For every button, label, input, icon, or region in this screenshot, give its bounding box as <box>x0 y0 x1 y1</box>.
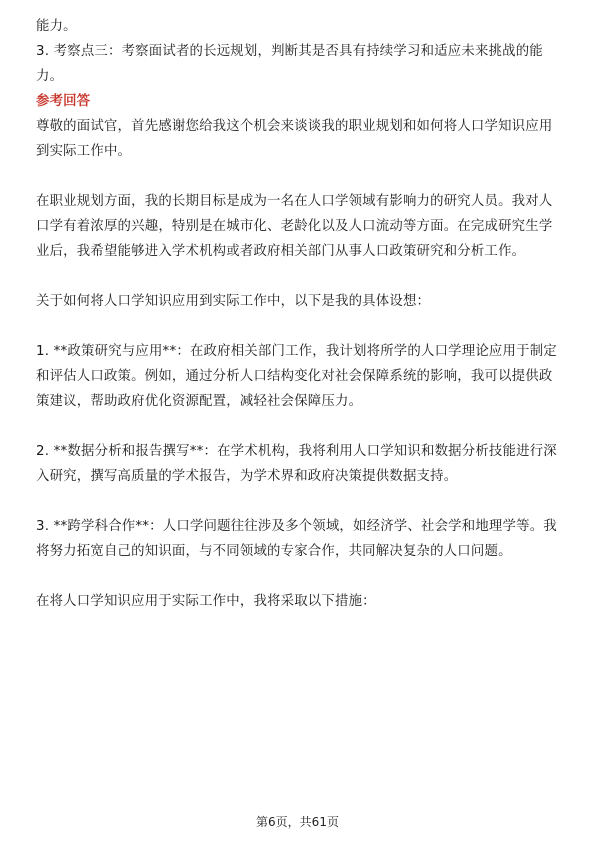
answer-item-data-analysis: 2. **数据分析和报告撰写**：在学术机构，我将利用人口学知识和数据分析技能进行深入研究，撰写高质量的学术报告，为学术界和政府决策提供数据支持。 <box>36 444 557 484</box>
answer-measures-intro: 在将人口学知识应用于实际工作中，我将采取以下措施： <box>36 594 376 609</box>
page-number-footer: 第6页，共61页 <box>256 815 339 829</box>
answer-item-cross-discipline: 3. **跨学科合作**：人口学问题往往涉及多个领域，如经济学、社会学和地理学等。我将努力拓宽自己的知识面，与不同领域的专家合作，共同解决复杂的人口问题。 <box>36 519 557 559</box>
answer-career-plan: 在职业规划方面，我的长期目标是成为一名在人口学领域有影响力的研究人员。我对人口学有着浓厚的兴趣，特别是在城市化、老龄化以及人口流动等方面。在完成研究生学业后，我希望能够进入学术机构或者政府相关部门从事人口政策研究和分析工作。 <box>36 194 553 259</box>
paragraph-gap <box>36 414 559 439</box>
paragraph-gap <box>36 489 559 514</box>
paragraph-gap <box>36 314 559 339</box>
paragraph-point-three: 3. 考察点三：考察面试者的长远规划，判断其是否具有持续学习和适应未来挑战的能力。 <box>36 44 543 84</box>
reference-answer-heading: 参考回答 <box>36 94 91 109</box>
answer-greeting: 尊敬的面试官，首先感谢您给我这个机会来谈谈我的职业规划和如何将人口学知识应用到实际工作中。 <box>36 119 553 159</box>
paragraph-gap <box>36 164 559 189</box>
paragraph-gap <box>36 564 559 589</box>
answer-item-policy: 1. **政策研究与应用**：在政府相关部门工作，我计划将所学的人口学理论应用于制定和评估人口政策。例如，通过分析人口结构变化对社会保障系统的影响，我可以提供政策建议，帮助政府优化资源配置，减轻社会保障压力。 <box>36 344 557 409</box>
paragraph-gap <box>36 264 559 289</box>
answer-application-intro: 关于如何将人口学知识应用到实际工作中，以下是我的具体设想： <box>36 294 431 309</box>
paragraph-continuation: 能力。 <box>36 19 77 34</box>
page-content <box>36 14 559 614</box>
